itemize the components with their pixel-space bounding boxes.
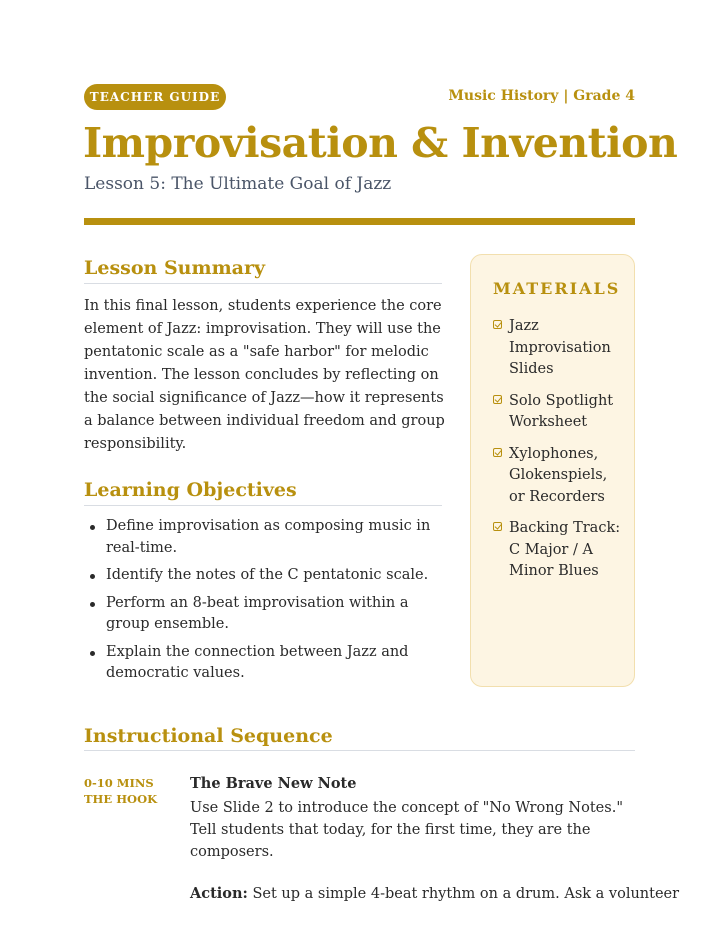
- bullet-icon: [90, 651, 95, 656]
- materials-heading: MATERIALS: [493, 279, 621, 298]
- lesson-summary-heading: Lesson Summary: [84, 257, 266, 279]
- step-time-range: 0-10 MINS: [84, 776, 154, 790]
- lesson-summary-rule: [84, 283, 442, 284]
- objective-item: Perform an 8-beat improvisation within a group ensemble.: [84, 593, 446, 636]
- objectives-list: [84, 516, 446, 691]
- bullet-icon: [90, 602, 95, 607]
- step-timing: [84, 775, 174, 807]
- material-item: Backing Track: C Major / A Minor Blues: [493, 518, 625, 583]
- objective-item: Define improvisation as composing music in real-time.: [84, 516, 446, 559]
- action-text: Set up a simple 4-beat rhythm on a drum. Ask a volunteer: [247, 886, 680, 902]
- materials-list: [493, 316, 625, 593]
- objective-item: Explain the connection between Jazz and democratic values.: [84, 642, 446, 685]
- instructional-sequence-rule: [84, 750, 635, 751]
- checkbox-icon: [493, 522, 502, 531]
- bullet-icon: [90, 574, 95, 579]
- instructional-sequence-heading: Instructional Sequence: [84, 725, 333, 747]
- bullet-icon: [90, 525, 95, 530]
- lesson-subtitle: Lesson 5: The Ultimate Goal of Jazz: [84, 174, 392, 194]
- page-title: Improvisation & Invention: [83, 119, 678, 167]
- header-divider: [84, 218, 635, 225]
- step-phase: THE HOOK: [84, 792, 158, 806]
- step-description: Use Slide 2 to introduce the concept of "No Wrong Notes." Tell students that today, for the first time, they are the composers.: [190, 800, 623, 860]
- action-label: Action:: [190, 885, 248, 902]
- checkbox-icon: [493, 448, 502, 457]
- step-action: [190, 883, 680, 905]
- checkbox-icon: [493, 320, 502, 329]
- objective-item: Identify the notes of the C pentatonic scale.: [84, 565, 446, 587]
- checkbox-icon: [493, 395, 502, 404]
- step-content: [190, 773, 680, 905]
- lesson-summary-text: In this final lesson, students experience the core element of Jazz: improvisation. They will use the pentatonic scale as a "safe harbor" for melodic invention. The lesson concludes by reflecting on the social significance of Jazz—how it represents a balance between individual freedom and group responsibility.: [84, 298, 445, 452]
- teacher-guide-badge: TEACHER GUIDE: [84, 84, 226, 110]
- learning-objectives-rule: [84, 505, 442, 506]
- material-item: Jazz Improvisation Slides: [493, 316, 625, 381]
- material-item: Xylophones, Glokenspiels, or Recorders: [493, 444, 625, 509]
- step-title: The Brave New Note: [190, 775, 357, 792]
- learning-objectives-heading: Learning Objectives: [84, 479, 297, 501]
- material-item: Solo Spotlight Worksheet: [493, 391, 625, 434]
- materials-panel: [470, 254, 635, 687]
- subject-grade-label: Music History | Grade 4: [448, 88, 635, 104]
